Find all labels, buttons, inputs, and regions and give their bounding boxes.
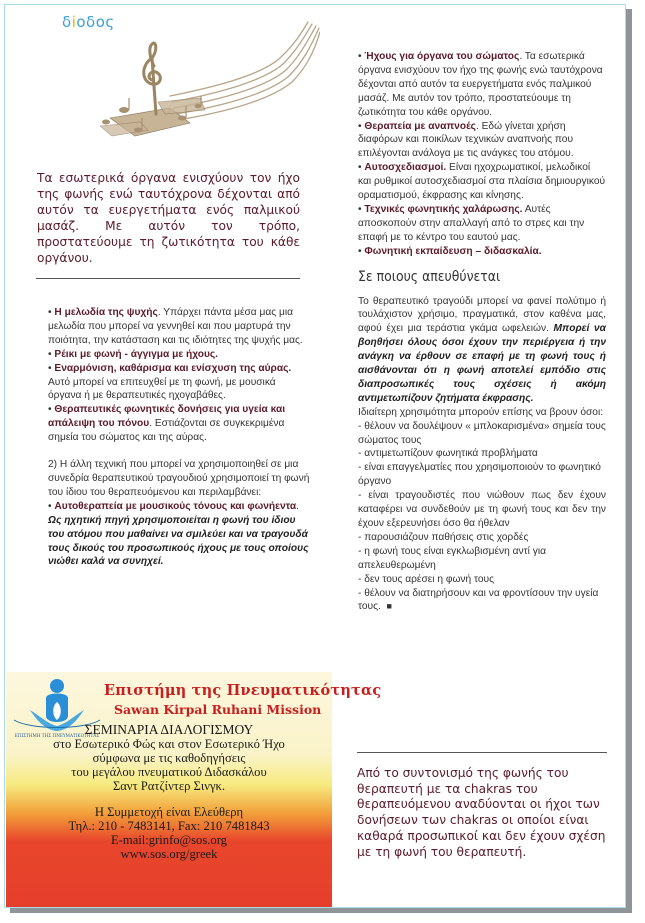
logo-rest: οδος xyxy=(76,13,115,31)
item-heading: Αυτοσχεδιασμοί. xyxy=(364,162,447,174)
ad-email-link[interactable]: E-mail:grinfo@sos.org xyxy=(111,833,227,847)
list-item: • Φωνητική εκπαίδευση – διδασκαλία. xyxy=(358,245,542,257)
paragraph-technique-2: 2) Η άλλη τεχνική που μπορεί να χρησιμοποιηθεί σε μια συνεδρία θεραπευτικού τραγουδιού χρησιμοποιεί τη φωνή του ίδιου του θεραπευόμενου και περιλαμβάνει: xyxy=(48,459,310,498)
right-column xyxy=(358,50,606,614)
list-item: • Θεραπεία με αναπνοές. Εδώ γίνεται χρήση διαφόρων και ποικίλων τεχνικών αναπνοής που επιλέγονται ανάλογα με τις ανάγκες του ατόμου. xyxy=(358,120,574,160)
ad-title: Επιστήμη της Πνευματικότητας xyxy=(104,682,382,699)
ad-line: σύμφωνα με τις καθοδηγήσεις xyxy=(92,751,246,765)
logo-letter: δ xyxy=(62,13,72,31)
emphasis-text: Ως ηχητική πηγή χρησιμοποιείται η φωνή του ίδιου του ατόμου που μαθαίνει να σμιλεύει και να τραγουδά τους δικούς του προσωπικούς ήχους με τους οποίους νιώθει καλά να συνηχεί. xyxy=(48,514,309,568)
ad-participation: Η Συμμετοχή είναι Ελεύθερη xyxy=(94,805,244,819)
section-intro: Το θεραπευτικό τραγούδι μπορεί να φανεί πολύτιμο ή τουλάχιστον χρήσιμο, πραγματικά, στον καθένα μας, αφού έχει μια τεράστια γκάμα ωφελειών. Μπορεί να βοηθήσει όλους όσοι έχουν την περιέργεια ή την ανάγκη να έρθουν σε επαφή με τη φωνή τους ή αισθάνονται ότι η φωνή αποτελεί εμπόδιο στις διαπροσωπικές τους σχέσεις ή ακόμη αντιμετωπίζουν ζητήματα έκφρασης. xyxy=(358,295,606,404)
end-mark-icon: ■ xyxy=(386,601,392,612)
ad-website-link[interactable]: www.sos.org/greek xyxy=(120,847,218,861)
audience-item: - θέλουν να διατηρήσουν και να φροντίσουν την υγεία τους. ■ xyxy=(358,587,599,613)
ad-phone-fax: Τηλ.: 210 - 7483141, Fax: 210 7481843 xyxy=(68,819,270,833)
divider-right xyxy=(357,752,607,753)
ad-seminars-heading: ΣΕΜΙΝΑΡΙΑ ΔΙΑΛΟΓΙΣΜΟΥ xyxy=(84,722,254,737)
emblem-caption: ΕΠΙΣΤΗΜΗ ΤΗΣ ΠΝΕΥΜΑΤΙΚΟΤΗΤΑΣ xyxy=(14,733,100,738)
list-item: • Η μελωδία της ψυχής. Υπάρχει πάντα μέσα μας μια μελωδία που μπορεί να γεννηθεί και που μαρτυρά την ποιότητα, την κατάσταση και τις ιδιότητες της ψυχής μας. xyxy=(48,307,303,346)
list-item: • Ήχους για όργανα του σώματος. Τα εσωτερικά όργανα ενισχύουν τον ήχο της φωνής ενώ ταυτόχρονα δέχονται από αυτόν τα ευεργετήματα ενός παλμικού μασάζ. Με αυτόν τον τρόπο, προστατεύουμε τη ζωτικότητα του κάθε οργάνου. xyxy=(358,51,603,118)
music-notes-illustration xyxy=(40,18,320,146)
item-heading: Ήχους για όργανα του σώματος xyxy=(364,51,520,62)
emphasis-text: Μπορεί να βοηθήσει όλους όσοι έχουν την περιέργεια ή την ανάγκη να έρθουν σε επαφή με τη φωνή τους ή αισθάνονται ότι η φωνή αποτελεί εμπόδιο στις διαπροσωπικές τους σχέσεις ή ακόμη αντιμετωπίζουν ζητήματα έκφρασης. xyxy=(358,323,606,404)
pull-quote-left: Τα εσωτερικά όργανα ενισχύουν τον ήχο της φωνής ενώ ταυτόχρονα δέχονται από αυτόν τα ευεργετήματα ενός παλμικού μασάζ. Με αυτόν τον τρόπο, προστατεύουμε τη ζωτικότητα του κάθε οργάνου. xyxy=(37,171,300,265)
left-column xyxy=(48,306,310,569)
item-heading: Αυτοθεραπεία με μουσικούς τόνους και φωνήεντα xyxy=(54,500,297,512)
item-heading: Θεραπεία με αναπνοές xyxy=(364,120,476,132)
ad-subtitle: Sawan Kirpal Ruhani Mission xyxy=(114,702,322,717)
item-heading: Εναρμόνιση, καθάρισμα και ενίσχυση της αύρας. xyxy=(54,362,292,374)
item-heading: Θεραπευτικές φωνητικές δονήσεις για υγεία και απάλειψη του πόνου xyxy=(48,404,286,430)
advertisement-box xyxy=(6,672,382,907)
audience-item: - θέλουν να δουλέψουν « μπλοκαρισμένα» σημεία τους σώματος τους xyxy=(358,420,606,446)
divider-left xyxy=(36,278,300,279)
item-heading: Ρέικι με φωνή - άγγιγμα με ήχους. xyxy=(54,348,219,360)
list-item: • Αυτοθεραπεία με μουσικούς τόνους και φωνήεντα. Ως ηχητική πηγή χρησιμοποιείται η φωνή του ίδιου του ατόμου που μαθαίνει να σμιλεύει και να τραγουδά τους δικούς του προσωπικούς ήχους με τους οποίους νιώθει καλά να συνηχεί. xyxy=(48,500,309,568)
section-title: Σε ποιους απευθύνεται xyxy=(358,268,501,285)
useful-intro: Ιδιαίτερη χρησιμότητα μπορούν επίσης να βρουν όσοι: xyxy=(358,406,604,418)
ad-body xyxy=(6,723,332,861)
audience-item: - είναι τραγουδιστές που νιώθουν πως δεν έχουν καταφέρει να συνδεθούν με τη φωνή τους και δεν την έχουν εξερευνήσει όσο θα ήθελαν xyxy=(358,490,606,529)
list-item: • Αυτοσχεδιασμοί. Είναι ηχοχρωματικοί, μελωδικοί και ρυθμικοί αυτοσχεδιασμοί στα πλαίσια δημιουργικού οραματισμού, έκφρασης και κίνησης. xyxy=(358,162,606,202)
item-heading: Φωνητική εκπαίδευση – διδασκαλία. xyxy=(364,245,542,257)
audience-item: - δεν τους αρέσει η φωνή τους xyxy=(358,573,495,585)
list-item: • Ρέικι με φωνή - άγγιγμα με ήχους. xyxy=(48,348,219,360)
ad-line: του μεγάλου πνευματικού Διδασκάλου xyxy=(71,765,267,779)
audience-item: - η φωνή τους είναι εγκλωβισμένη αντί για απελευθερωμένη xyxy=(358,545,546,571)
ad-line: στο Εσωτερικό Φώς και στον Εσωτερικό Ήχο xyxy=(53,737,285,751)
audience-item: - αντιμετωπίζουν φωνητικά προβλήματα xyxy=(358,448,538,460)
list-item: • Θεραπευτικές φωνητικές δονήσεις για υγεία και απάλειψη του πόνου. Εστιάζονται σε συγκεκριμένα σημεία του σώματος και της αύρας. xyxy=(48,404,286,444)
audience-item: - είναι επαγγελματίες που χρησιμοποιούν το φωνητικό όργανο xyxy=(358,462,601,488)
pull-quote-right: Από το συντονισμό της φωνής του θεραπευτή με τα chakras του θεραπευόμενου αναδύονται οι ήχοι των δονήσεων των chakras οι οποίοι είναι καθαρά προσωπικοί και δεν έχουν σχέση με τη φωνή του θεραπευτή. xyxy=(357,766,606,859)
audience-item: - παρουσιάζουν παθήσεις στις χορδές xyxy=(358,531,529,543)
list-item: • Εναρμόνιση, καθάρισμα και ενίσχυση της αύρας. Αυτό μπορεί να επιτευχθεί με τη φωνή, με μουσικά όργανα ή με θεραπευτικές ηχογαβάθες. xyxy=(48,362,292,402)
ad-line: Σαντ Ρατζίντερ Σινγκ. xyxy=(112,779,226,793)
list-item: • Τεχνικές φωνητικής χαλάρωσης. Αυτές αποσκοπούν στην απαλλαγή από το στρες και την επαφή με το κέντρο του εαυτού μας. xyxy=(358,203,585,243)
item-heading: Τεχνικές φωνητικής χαλάρωσης. xyxy=(364,203,523,215)
logo-dot-letter: i xyxy=(71,13,77,31)
item-heading: Η μελωδία της ψυχής xyxy=(54,307,158,318)
